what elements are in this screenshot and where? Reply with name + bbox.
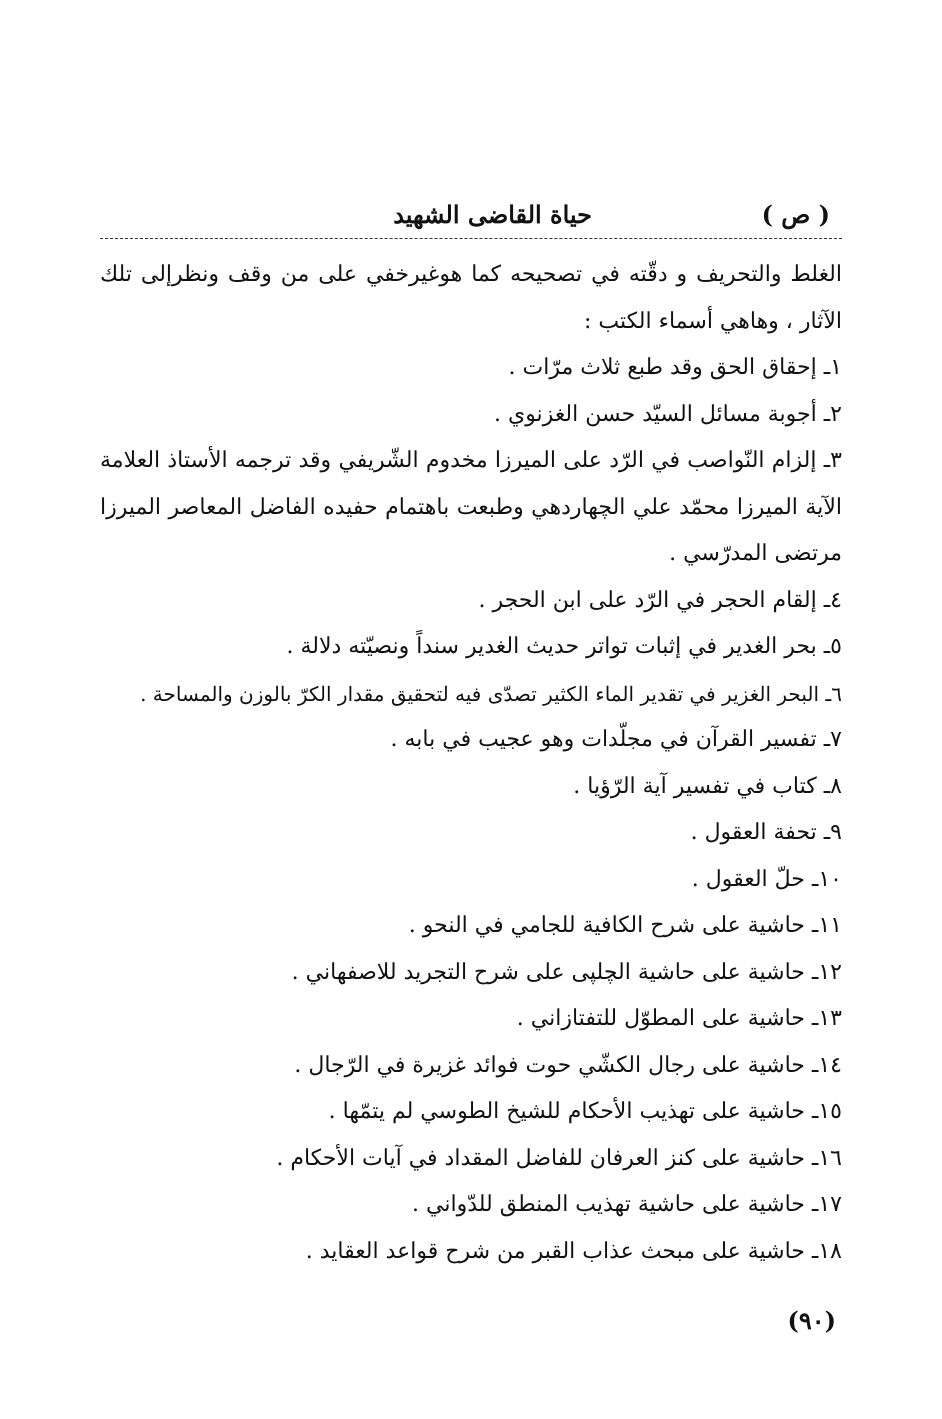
item-text: إلزام النّواصب في الرّد على الميرزا مخدوم الشّريفي وقد ترجمه الأستاذ العلامة الآية الميرزا محمّد علي الچهاردهي وطبعت باهتمام حفيده الفاضل المعاصر الميرزا مرتضى المدرّسي .: [100, 448, 842, 566]
item-number: ٣ ـ: [816, 448, 842, 473]
header-page-reference: ( ص ): [761, 200, 830, 229]
running-header: [100, 196, 842, 236]
item-number: ٥ ـ: [817, 634, 842, 659]
list-item: [100, 578, 842, 625]
item-number: ٦ ـ: [819, 682, 842, 706]
item-number: ١٥ ـ: [805, 1099, 842, 1124]
list-item: [100, 1043, 842, 1090]
header-title: حياة القاضى الشهيد: [393, 200, 592, 229]
item-number: ٨ ـ: [817, 774, 842, 799]
item-number: ١٧ ـ: [805, 1192, 842, 1217]
page-number: (٩٠): [787, 1306, 836, 1335]
item-number: ٢ ـ: [817, 402, 842, 427]
item-text: حاشية على تهذيب الأحكام للشيخ الطوسي لم يتمّها .: [328, 1099, 805, 1124]
item-text: حاشية على حاشية الچلپى على شرح التجريد للاصفهاني .: [291, 959, 805, 985]
item-text: حاشية على مبحث عذاب القبر من شرح قواعد العقايد .: [305, 1238, 805, 1264]
body-text: [100, 252, 842, 1275]
item-text: حاشية على حاشية تهذيب المنطق للدّواني .: [412, 1192, 805, 1217]
list-item: [100, 1089, 842, 1136]
item-number: ١٣ ـ: [805, 1006, 842, 1031]
list-item: [100, 857, 842, 904]
list-item: [100, 764, 842, 811]
item-number: ١٨ ـ: [805, 1239, 842, 1264]
item-text: إلقام الحجر في الرّد على ابن الحجر .: [478, 587, 817, 613]
list-item: [100, 950, 842, 997]
list-item: [100, 624, 842, 671]
list-item: [100, 810, 842, 857]
item-text: بحر الغدير في إثبات تواتر حديث الغدير سنداً ونصيّته دلالة .: [286, 634, 817, 659]
list-item: [100, 1229, 842, 1276]
item-text: حاشية على شرح الكافية للجامي في النحو .: [408, 913, 805, 938]
list-item: [100, 671, 842, 718]
item-number: ١١ ـ: [805, 913, 842, 938]
list-item: [100, 903, 842, 950]
item-text: كتاب في تفسير آية الرّؤيا .: [573, 773, 817, 799]
list-item: [100, 345, 842, 392]
list-item: [100, 392, 842, 439]
header-divider: [100, 238, 842, 239]
item-number: ٩ ـ: [817, 820, 842, 845]
item-text: حاشية على المطوّل للتفتازاني .: [516, 1006, 805, 1031]
item-number: ١٢ ـ: [805, 960, 842, 985]
item-text: إحقاق الحق وقد طبع ثلاث مرّات .: [508, 355, 817, 380]
item-text: البحر الغزير في تقدير الماء الكثير تصدّى فيه لتحقيق مقدار الكرّ بالوزن والمساحة .: [140, 681, 820, 706]
item-text: حلّ العقول .: [691, 866, 805, 892]
list-item: [100, 1136, 842, 1183]
intro-line-2: الآثار ، وهاهي أسماء الكتب :: [584, 308, 842, 334]
item-text: تحفة العقول .: [690, 820, 817, 845]
item-text: حاشية على رجال الكشّي حوت فوائد غزيرة في الرّجال .: [294, 1052, 805, 1078]
intro-line-1: الغلط والتحريف و دقّته في تصحيحه كما هوغيرخفي على من وقف ونظرإلى تلك: [100, 262, 842, 287]
list-item: [100, 996, 842, 1043]
item-number: ١٠ ـ: [805, 867, 842, 892]
item-number: ٤ ـ: [817, 588, 842, 613]
list-item: [100, 717, 842, 764]
item-number: ٧ ـ: [817, 727, 842, 752]
item-number: ١٦ ـ: [805, 1146, 842, 1171]
list-item: [100, 438, 842, 578]
item-text: تفسير القرآن في مجلّدات وهو عجيب في بابه .: [390, 727, 817, 752]
item-text: أجوبة مسائل السيّد حسن الغزنوي .: [493, 401, 817, 427]
item-text: حاشية على كنز العرفان للفاضل المقداد في آيات الأحكام .: [276, 1145, 805, 1171]
list-item: [100, 1182, 842, 1229]
book-list: [100, 345, 842, 1275]
item-number: ١ ـ: [817, 355, 842, 380]
item-number: ١٤ ـ: [805, 1053, 842, 1078]
